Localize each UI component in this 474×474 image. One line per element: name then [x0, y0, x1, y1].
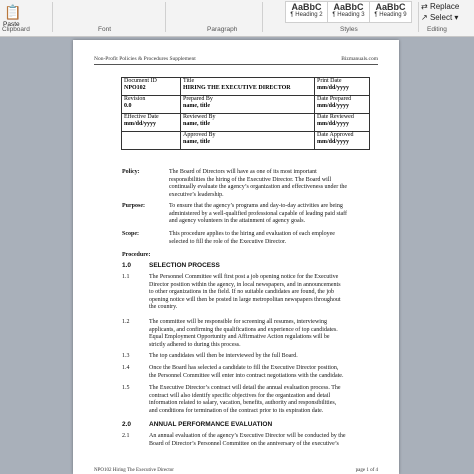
table-cell: Date Approved mm/dd/yyyy: [315, 132, 370, 150]
section-number: 1.0: [122, 262, 132, 269]
table-cell: Reviewed By name, title: [181, 114, 315, 132]
divider: [52, 2, 53, 32]
text-line: and conditions for termination of the contract prior to its expiration date.: [149, 407, 324, 414]
table-cell: Date Reviewed mm/dd/yyyy: [315, 114, 370, 132]
item-text: [149, 433, 383, 448]
paste-button[interactable]: Paste: [3, 21, 20, 28]
scope-label: Scope:: [122, 231, 139, 237]
scope-text: [169, 231, 379, 246]
text-line: responsibilities the hiring of the Executive Director. The Board will: [169, 176, 332, 183]
paragraph-group-label: Paragraph: [207, 26, 238, 33]
style-preview: AaBbC: [291, 2, 322, 12]
select-label: Select: [429, 13, 453, 22]
text-line: to other organizations in the field. If no suitable candidates are found, the job: [149, 289, 335, 295]
text-line: continually evaluate the agency’s organization and effectiveness under the: [169, 184, 348, 190]
style-heading-3[interactable]: [327, 1, 370, 23]
ribbon: [0, 0, 474, 37]
table-cell: [122, 132, 181, 150]
table-row: [122, 78, 370, 96]
style-preview: AaBbC: [333, 2, 364, 12]
purpose-label: Purpose:: [122, 203, 145, 209]
item-number: 1.1: [122, 274, 130, 280]
divider: [165, 2, 166, 32]
text-line: applicants, and confirming the qualifications and experience of top candidates.: [149, 326, 338, 333]
text-line: An annual evaluation of the agency’s Executive Director will be conducted by the: [149, 433, 346, 439]
text-line: Board of Director’s Personnel Committee on the anniversary of the executive’s: [149, 440, 339, 447]
procedure-label: Procedure:: [122, 252, 151, 258]
table-cell: Print Date mm/dd/yyyy: [315, 78, 370, 96]
text-line: and agency volunteers in the attainment of agency goals.: [169, 218, 306, 224]
text-line: administered by a well-qualified professional capable of leading paid staff: [169, 210, 347, 217]
table-row: [122, 132, 370, 150]
paste-icon[interactable]: 📋: [4, 4, 22, 20]
styles-group-label: Styles: [340, 26, 358, 33]
table-cell: Document ID NPO102: [122, 78, 181, 96]
item-number: 1.2: [122, 319, 130, 325]
item-number: 1.5: [122, 385, 130, 391]
table-cell: Approved By name, title: [181, 132, 315, 150]
footer-right: page 1 of 4: [355, 468, 378, 473]
select-icon: ↗: [421, 13, 428, 22]
text-line: To ensure that the agency’s programs and day-to-day activities are being: [169, 203, 343, 209]
text-line: selected to fill the role of the Executive Director.: [169, 238, 287, 245]
item-number: 1.4: [122, 365, 130, 371]
text-line: The committee will be responsible for screening all resumes, interviewing: [149, 319, 327, 325]
font-group-label: Font: [98, 26, 112, 33]
style-heading-9[interactable]: [369, 1, 412, 23]
table-cell: Effective Date mm/dd/yyyy: [122, 114, 181, 132]
text-line: Director position within the agency, in local newspapers, and in announcements: [149, 281, 341, 288]
style-heading-2[interactable]: [285, 1, 328, 23]
item-text: [149, 319, 383, 349]
table-cell: Prepared By name, title: [181, 96, 315, 114]
replace-icon: ⇄: [421, 2, 428, 11]
text-line: The Board of Directors will have as one of its most important: [169, 169, 317, 175]
divider: [418, 2, 419, 32]
text-line: The Executive Director’s contract will detail the annual evaluation process. The: [149, 385, 341, 391]
purpose-text: [169, 203, 379, 226]
select-button[interactable]: [421, 13, 458, 22]
item-text: [149, 353, 383, 361]
document-page[interactable]: [73, 40, 399, 474]
item-text: [149, 365, 383, 380]
item-text: [149, 274, 383, 312]
table-row: [122, 114, 370, 132]
style-name: ¶ Heading 3: [332, 12, 365, 18]
policy-label: Policy:: [122, 169, 140, 175]
table-cell: Title HIRING THE EXECUTIVE DIRECTOR: [181, 78, 315, 96]
header-right: Bizmanuals.com: [341, 56, 378, 62]
text-line: the country.: [149, 304, 178, 310]
text-line: contract will also identify specific objectives for the organization and detail: [149, 392, 331, 399]
section-title: SELECTION PROCESS: [149, 262, 220, 269]
replace-label: Replace: [429, 2, 460, 11]
table-cell: Revision 0.0: [122, 96, 181, 114]
text-line: information related to salary, vacation, benefits, authority and responsibilities,: [149, 400, 337, 406]
clipboard-group-label: Clipboard: [2, 26, 30, 33]
style-name: ¶ Heading 2: [290, 12, 323, 18]
chevron-down-icon: ▾: [454, 13, 459, 22]
text-line: opening notice will then be posted in large metropolitan newspapers throughout: [149, 296, 341, 303]
header-left: Non-Profit Policies & Procedures Supplement: [94, 56, 196, 62]
text-line: the Personnel Committee will enter into contract negotiations with the candidate.: [149, 372, 344, 379]
text-line: This procedure applies to the hiring and evaluation of each employee: [169, 231, 335, 237]
section-title: ANNUAL PERFORMANCE EVALUATION: [149, 421, 273, 428]
document-control-table: [121, 77, 370, 150]
editing-group-label: Editing: [427, 26, 447, 33]
table-row: [122, 96, 370, 114]
divider: [262, 2, 263, 32]
replace-button[interactable]: [421, 2, 459, 11]
text-line: Once the Board has selected a candidate to fill the Executive Director position,: [149, 365, 339, 371]
policy-text: [169, 169, 379, 199]
text-line: executive’s leadership.: [169, 191, 224, 198]
text-line: Equal Employment Opportunity and Affirmative Action regulations will be: [149, 334, 330, 340]
item-text: [149, 385, 383, 415]
footer-left: NPO102 Hiring The Executive Director: [94, 468, 174, 473]
text-line: The top candidates will then be interviewed by the full Board.: [149, 353, 298, 359]
header-rule: [94, 64, 378, 65]
style-name: ¶ Heading 9: [374, 12, 407, 18]
text-line: The Personnel Committee will first post a job opening notice for the Executive: [149, 274, 339, 280]
item-number: 1.3: [122, 353, 130, 359]
section-number: 2.0: [122, 421, 132, 428]
item-number: 2.1: [122, 433, 130, 439]
table-cell: Date Prepared mm/dd/yyyy: [315, 96, 370, 114]
text-line: strictly adhered to during this process.: [149, 341, 241, 348]
style-preview: AaBbC: [375, 2, 406, 12]
